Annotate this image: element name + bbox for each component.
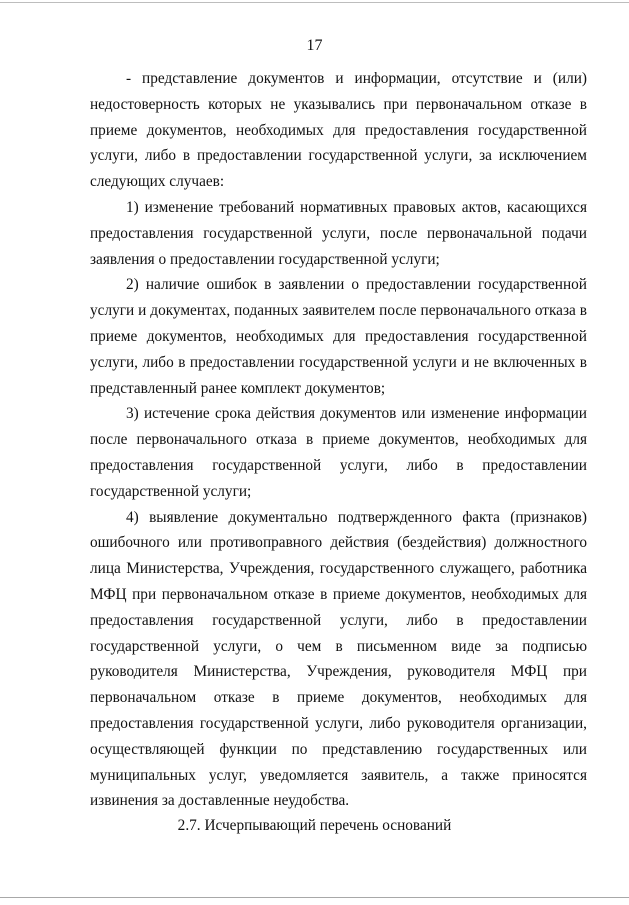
- top-edge-line: [0, 2, 629, 3]
- paragraph-intro: - представление документов и информации, отсутствие и (или) недостоверность которых не указывались при первоначальном отказе в приеме документов, необходимых для предоставления государственной услуги, либо в предоставлении государственной услуги, за исключением следующих случаев:: [90, 70, 587, 191]
- document-body: [90, 66, 587, 814]
- page-number: 17: [306, 37, 323, 54]
- paragraph-item-2: 2) наличие ошибок в заявлении о предоставлении государственной услуги и документах, поданных заявителем после первоначального отказа в приеме документов, необходимых для предоставления государственной услуги, либо в предоставлении государственной услуги и не включенных в представленный ранее комплект документов;: [90, 276, 587, 397]
- paragraph-item-1: 1) изменение требований нормативных правовых актов, касающихся предоставления государственной услуги, после первоначальной подачи заявления о предоставлении государственной услуги;: [90, 198, 587, 268]
- paragraph-item-3: 3) истечение срока действия документов или изменение информации после первоначального отказа в приеме документов, необходимых для предоставления государственной услуги, либо в предоставлении государственной услуги;: [90, 405, 587, 500]
- section-heading: 2.7. Исчерпывающий перечень оснований: [177, 817, 452, 834]
- bottom-edge-line: [0, 897, 629, 898]
- paragraph-item-4: 4) выявление документально подтвержденного факта (признаков) ошибочного или противоправного действия (бездействия) должностного лица Министерства, Учреждения, государственного служащего, работника МФЦ при первоначальном отказе в приеме документов, необходимых для предоставления государственной услуги, либо в предоставлении государственной услуги, о чем в письменном виде за подписью руководителя Министерства, Учреждения, руководителя МФЦ при первоначальном отказе в приеме документов, необходимых для предоставления государственной услуги, либо руководителя организации, осуществляющей функции по представлению государственных или муниципальных услуг, уведомляется заявитель, а также приносятся извинения за доставленные неудобства.: [90, 508, 587, 810]
